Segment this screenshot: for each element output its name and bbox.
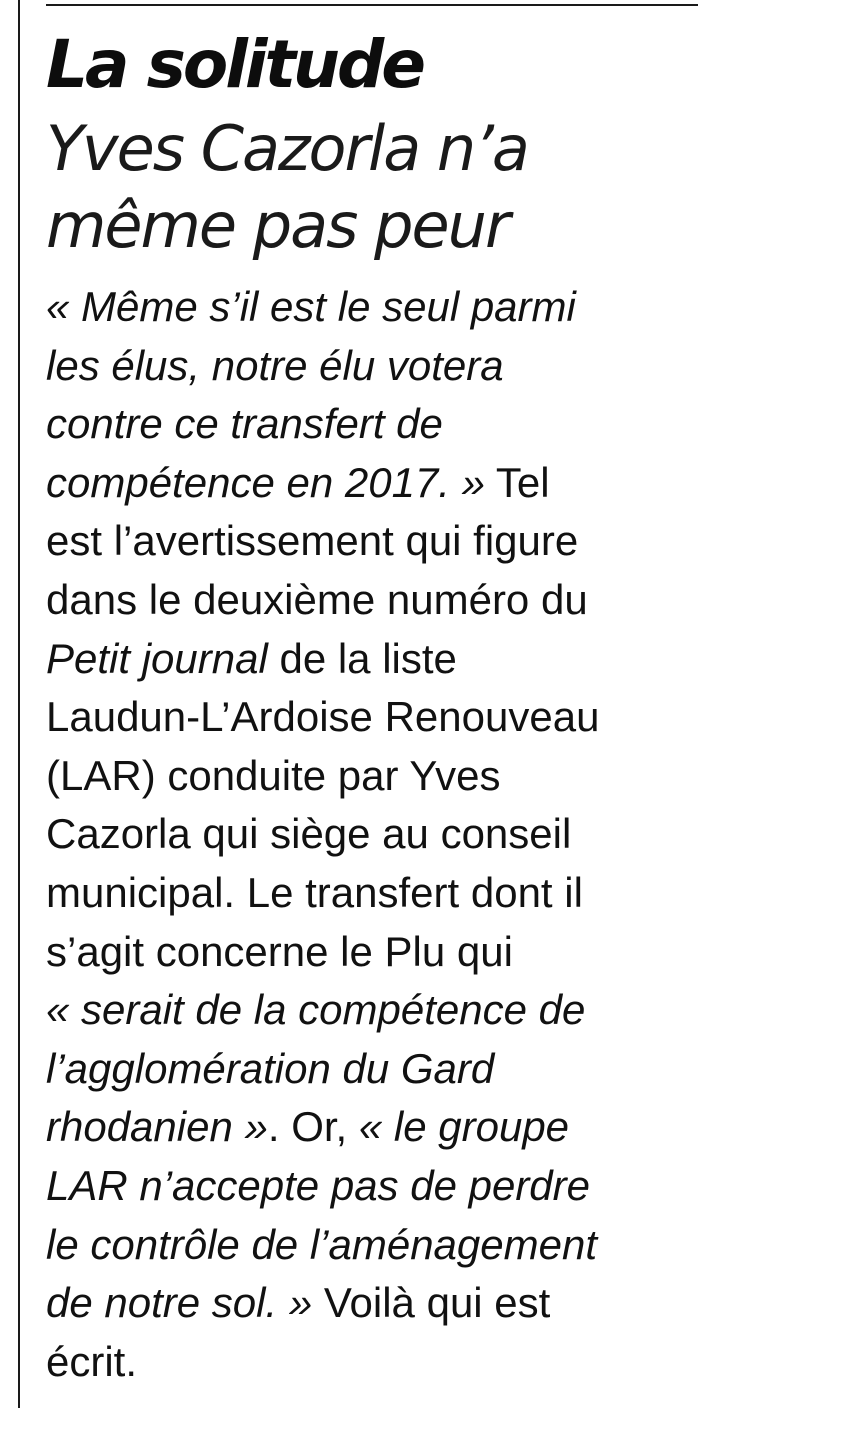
body-line-roman: Voilà qui est: [312, 1279, 551, 1327]
headline-line-2: même pas peur: [46, 189, 509, 262]
body-line-roman: s’agit concerne le Plu qui: [46, 927, 513, 975]
body-line: [46, 1216, 701, 1275]
body-line-roman: écrit.: [46, 1337, 138, 1385]
body-line: [46, 395, 701, 454]
body-line-italic: l’agglomération du Gard: [46, 1044, 495, 1092]
body-line-italic: rhodanien »: [46, 1103, 268, 1151]
body-line-roman: (LAR) conduite par Yves: [46, 751, 501, 799]
body-line: [46, 923, 701, 982]
headline-line-1: Yves Cazorla n’a: [46, 112, 528, 185]
body-line: [46, 688, 701, 747]
body-line-italic: les élus, notre élu votera: [46, 341, 504, 389]
body-line: [46, 571, 701, 630]
body-line: [46, 864, 701, 923]
body-line-italic: compétence en 2017. »: [46, 458, 485, 506]
body-line-italic: de notre sol. »: [46, 1279, 313, 1327]
column-rule-top: [46, 4, 698, 6]
body-line-roman: Cazorla qui siège au conseil: [46, 810, 572, 858]
body-line: [46, 512, 701, 571]
body-line-roman: de la liste: [267, 634, 457, 682]
body-line-roman: Laudun-L’Ardoise Renouveau: [46, 693, 600, 741]
body-line-italic-tail: « le groupe: [358, 1103, 570, 1151]
body-line: [46, 981, 701, 1040]
body-line: [46, 278, 701, 337]
body-line-italic: « Même s’il est le seul parmi: [46, 283, 576, 330]
body-line: [46, 1157, 701, 1216]
body-line: [46, 1274, 701, 1333]
body-line-italic: LAR n’accepte pas de perdre: [46, 1161, 591, 1209]
body-line: [46, 454, 701, 513]
body-line: [46, 1040, 701, 1099]
body-line-roman: dans le deuxième numéro du: [46, 575, 588, 623]
body-line-roman: municipal. Le transfert dont il: [46, 868, 583, 916]
column-rule-left: [18, 0, 20, 1408]
article: [46, 20, 726, 1391]
body-line: [46, 1333, 701, 1392]
article-body: [46, 278, 701, 1391]
body-line-roman: est l’avertissement qui figure: [46, 517, 579, 565]
body-line: [46, 747, 701, 806]
body-line-italic: le contrôle de l’aménagement: [46, 1220, 598, 1268]
body-line-italic: contre ce transfert de: [46, 400, 443, 448]
body-line: [46, 630, 701, 689]
article-kicker: La solitude: [46, 26, 423, 103]
article-headline: [46, 110, 566, 264]
body-line: [46, 337, 701, 396]
body-line: [46, 805, 701, 864]
body-line-roman: . Or,: [267, 1103, 359, 1151]
body-line: [46, 1098, 701, 1157]
body-line-roman: Tel: [485, 458, 550, 506]
body-line-italic: Petit journal: [46, 634, 268, 682]
body-line-italic: « serait de la compétence de: [46, 986, 586, 1034]
